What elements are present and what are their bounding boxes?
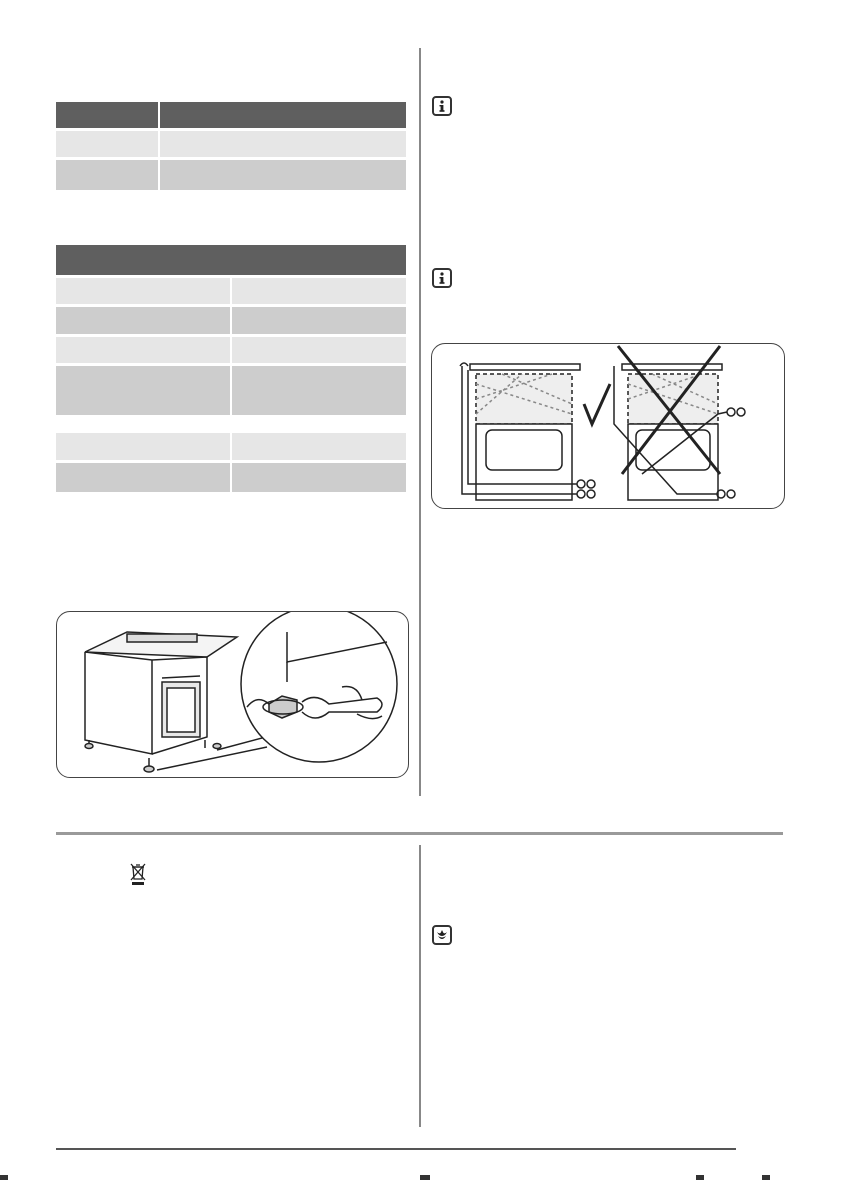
table-cell [56, 337, 230, 363]
crop-mark [0, 1175, 8, 1180]
table-cell [56, 160, 158, 190]
anti-tilt-figure [431, 343, 785, 509]
column-divider-top [419, 48, 421, 796]
table-cell [56, 366, 230, 415]
detail-magnifier [241, 612, 397, 762]
table-row [56, 366, 406, 415]
correct-installation-diagram [460, 363, 595, 500]
table-1-header-cell [56, 102, 158, 128]
table-row [56, 337, 406, 363]
table-cell [232, 366, 406, 415]
table-cell [56, 278, 230, 304]
table-cell [56, 307, 230, 334]
environment-flower-icon [432, 925, 452, 945]
incorrect-installation-diagram [614, 364, 745, 500]
table-row [56, 131, 406, 157]
table-cell [160, 160, 406, 190]
table-row [56, 278, 406, 304]
cooker-illustration [85, 632, 237, 772]
column-divider-bottom [419, 845, 421, 1127]
table-cell [232, 463, 406, 492]
table-cell [232, 278, 406, 304]
table-row [56, 463, 406, 492]
leveling-feet-figure [56, 611, 409, 778]
info-icon [432, 96, 452, 116]
table-1-header-cell [160, 102, 406, 128]
section-divider [56, 832, 783, 835]
crossed-bin-icon [128, 862, 148, 886]
table-cell [232, 433, 406, 460]
table-row [56, 307, 406, 334]
crop-mark [696, 1175, 704, 1180]
table-1-header-row [56, 102, 406, 128]
table-2-header-row [56, 245, 406, 275]
table-cell [56, 131, 158, 157]
check-mark-icon [584, 384, 610, 424]
table-cell [56, 433, 230, 460]
crop-mark [420, 1175, 430, 1180]
crop-mark [762, 1175, 770, 1180]
table-row [56, 160, 406, 190]
footer-rule [56, 1148, 736, 1150]
table-cell [232, 337, 406, 363]
table-row [56, 433, 406, 460]
info-icon [432, 268, 452, 288]
table-cell [160, 131, 406, 157]
table-cell [232, 307, 406, 334]
table-cell [56, 463, 230, 492]
